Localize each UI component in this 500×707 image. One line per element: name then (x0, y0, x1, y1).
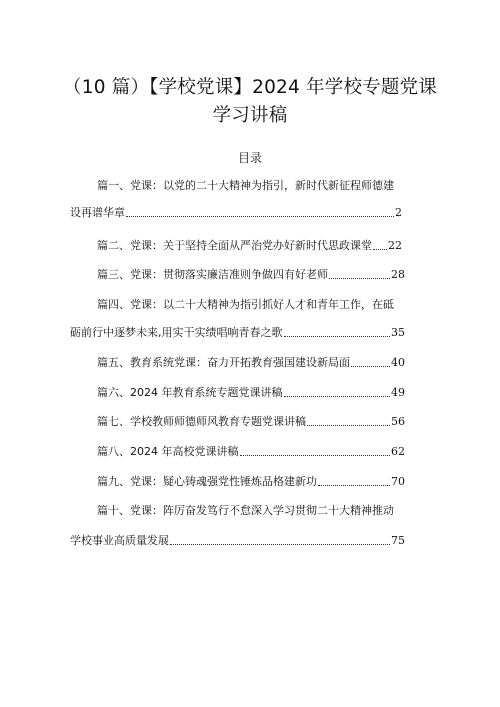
leader-dots (307, 424, 390, 426)
toc-page-number: 70 (391, 475, 405, 488)
leader-dots (170, 543, 390, 545)
toc-entry-2[interactable]: 篇二、党课：关于坚持全面从严治党办好新时代思政课堂 22 (97, 239, 402, 252)
toc-page-number: 28 (391, 268, 405, 281)
toc-entry-7[interactable]: 篇七、学校教师师德师风教育专题党课讲稿 56 (97, 415, 405, 428)
toc-page-number: 49 (391, 386, 405, 399)
toc-heading: 目录 (237, 151, 262, 165)
toc-entry-3[interactable]: 篇三、党课：贯彻落实廉洁准则争做四有好老师 28 (97, 268, 405, 281)
leader-dots (126, 215, 394, 217)
toc-entry-8[interactable]: 篇八、2024 年高校党课讲稿 62 (97, 445, 405, 458)
toc-page-number: 2 (395, 206, 402, 219)
toc-page-number: 35 (391, 326, 405, 339)
leader-dots (351, 365, 390, 367)
leader-dots (373, 248, 387, 250)
toc-entry-4-line-1[interactable]: 篇四、党课：以二十大精神为指引抓好人才和青年工作，在砥 (97, 298, 394, 311)
toc-entry-4-line-2[interactable]: 砺前行中逐梦未来,用实干实绩唱响青春之歌 35 (70, 326, 405, 339)
document-title-line-2: 学习讲稿 (212, 105, 288, 126)
leader-dots (329, 277, 390, 279)
toc-page-number: 56 (391, 415, 405, 428)
toc-entry-10-line-1[interactable]: 篇十、党课：阵厉奋发笃行不怠深入学习贯彻二十大精神推动 (97, 504, 394, 517)
toc-entry-1-line-2[interactable]: 设再谱华章 2 (70, 206, 402, 219)
toc-entry-9[interactable]: 篇九、党课：疑心铸魂强党性锤炼品格建新功 70 (97, 475, 405, 488)
toc-entry-5[interactable]: 篇五、教育系统党课：奋力开拓教育强国建设新局面 40 (97, 356, 405, 369)
toc-page-number: 40 (391, 356, 405, 369)
toc-page-number: 22 (388, 239, 402, 252)
toc-page-number: 62 (391, 445, 405, 458)
toc-entry-6[interactable]: 篇六、2024 年教育系统专题党课讲稿 49 (97, 386, 405, 399)
leader-dots (284, 395, 391, 397)
leader-dots (284, 335, 391, 337)
leader-dots (240, 454, 391, 456)
document-title-line-1: （10 篇）【学校党课】2024 年学校专题党课 (63, 77, 437, 98)
leader-dots (318, 484, 390, 486)
toc-entry-1-line-1[interactable]: 篇一、党课：以党的二十大精神为指引，新时代新征程师德建 (97, 179, 394, 192)
toc-page-number: 75 (391, 534, 405, 547)
toc-entry-10-line-2[interactable]: 学校事业高质量发展 75 (70, 534, 405, 547)
